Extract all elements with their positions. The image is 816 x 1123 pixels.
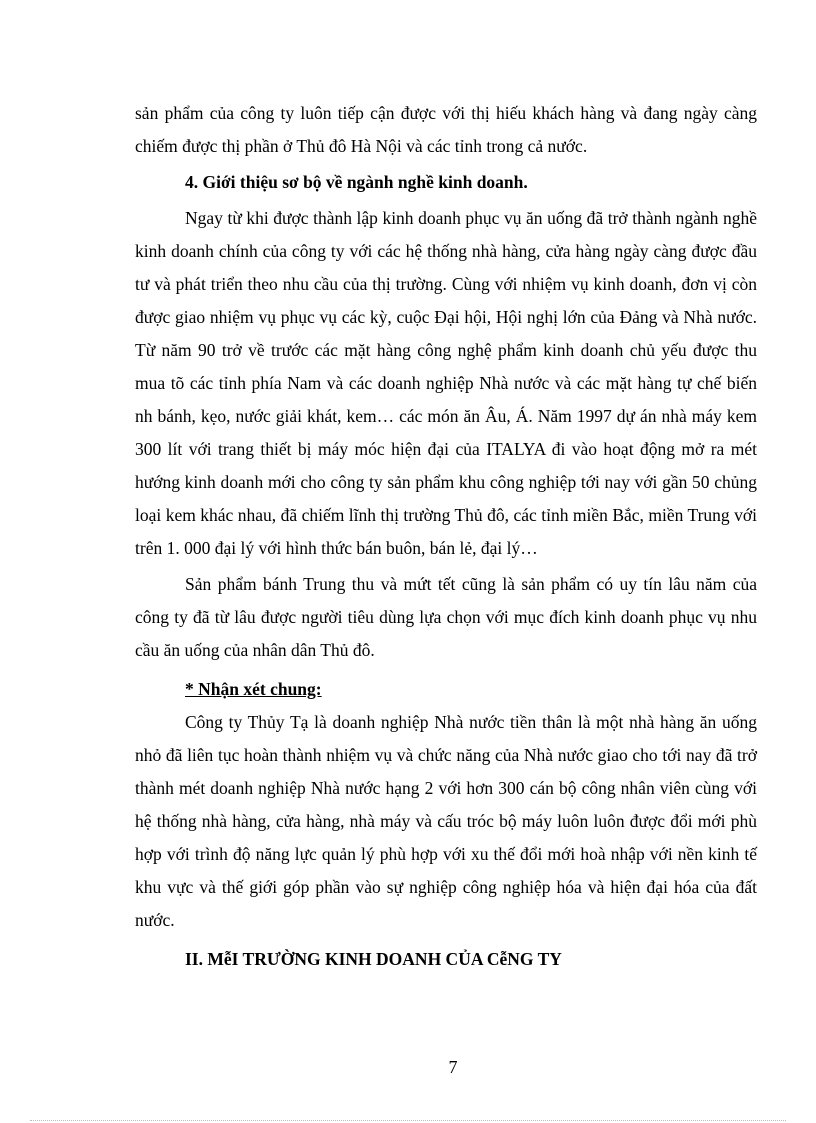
document-body [135,97,757,976]
chapter-heading-ii: II. MễI TRƯỜNG KINH DOANH CỦA CễNG TY [185,949,562,969]
remark-heading: * Nhận xét chung: [185,679,322,699]
paragraph-continuation: sản phẩm của công ty luôn tiếp cận được với thị hiếu khách hàng và đang ngày càng chiếm được thị phần ở Thủ đô Hà Nội và các tỉnh trong cả nước. [135,103,757,156]
paragraph-business-overview: Ngay từ khi được thành lập kinh doanh phục vụ ăn uống đã trở thành ngành nghề kinh doanh chính của công ty với các hệ thống nhà hàng, cửa hàng ngày càng được đầu tư và phát triển theo nhu cầu của thị trường. Cùng với nhiệm vụ kinh doanh, đơn vị còn được giao nhiệm vụ phục vụ các kỳ, cuộc Đại hội, Hội nghị lớn của Đảng và Nhà nước. Từ năm 90 trở về trước các mặt hàng công nghệ phẩm kinh doanh chủ yếu được thu mua tõ các tỉnh phía Nam và các doanh nghiệp Nhà nước và các mặt hàng tự chế biến nh bánh, kẹo, nước giải khát, kem… các món ăn Âu, Á. Năm 1997 dự án nhà máy kem 300 lít với trang thiết bị máy móc hiện đại của ITALYA đi vào hoạt động mở ra mét hướng kinh doanh mới cho công ty sản phẩm khu công nghiệp tới nay với gần 50 chủng loại kem khác nhau, đã chiếm lĩnh thị trường Thủ đô, các tỉnh miền Bắc, miền Trung với trên 1. 000 đại lý với hình thức bán buôn, bán lẻ, đại lý… [135,208,757,558]
section-heading-4: 4. Giới thiệu sơ bộ về ngành nghề kinh doanh. [185,172,528,192]
page-number: 7 [448,1057,458,1077]
paragraph-products: Sản phẩm bánh Trung thu và mứt tết cũng là sản phẩm có uy tín lâu năm của công ty đã từ lâu được người tiêu dùng lựa chọn với mục đích kinh doanh phục vụ nhu cầu ăn uống của nhân dân Thủ đô. [135,574,757,660]
paragraph-general-remark: Công ty Thủy Tạ là doanh nghiệp Nhà nước tiền thân là một nhà hàng ăn uống nhỏ đã liên tục hoàn thành nhiệm vụ và chức năng của Nhà nước giao cho tới nay đã trở thành mét doanh nghiệp Nhà nước hạng 2 với hơn 300 cán bộ công nhân viên cùng với hệ thống nhà hàng, cửa hàng, nhà máy và cấu tróc bộ máy luôn luôn được đổi mới phù hợp với trình độ năng lực quản lý phù hợp với xu thế đổi mới hoà nhập với nền kinh tế khu vực và thế giới góp phần vào sự nghiệp công nghiệp hóa và hiện đại hóa của đất nước. [135,712,757,930]
footer-divider [30,1120,786,1121]
